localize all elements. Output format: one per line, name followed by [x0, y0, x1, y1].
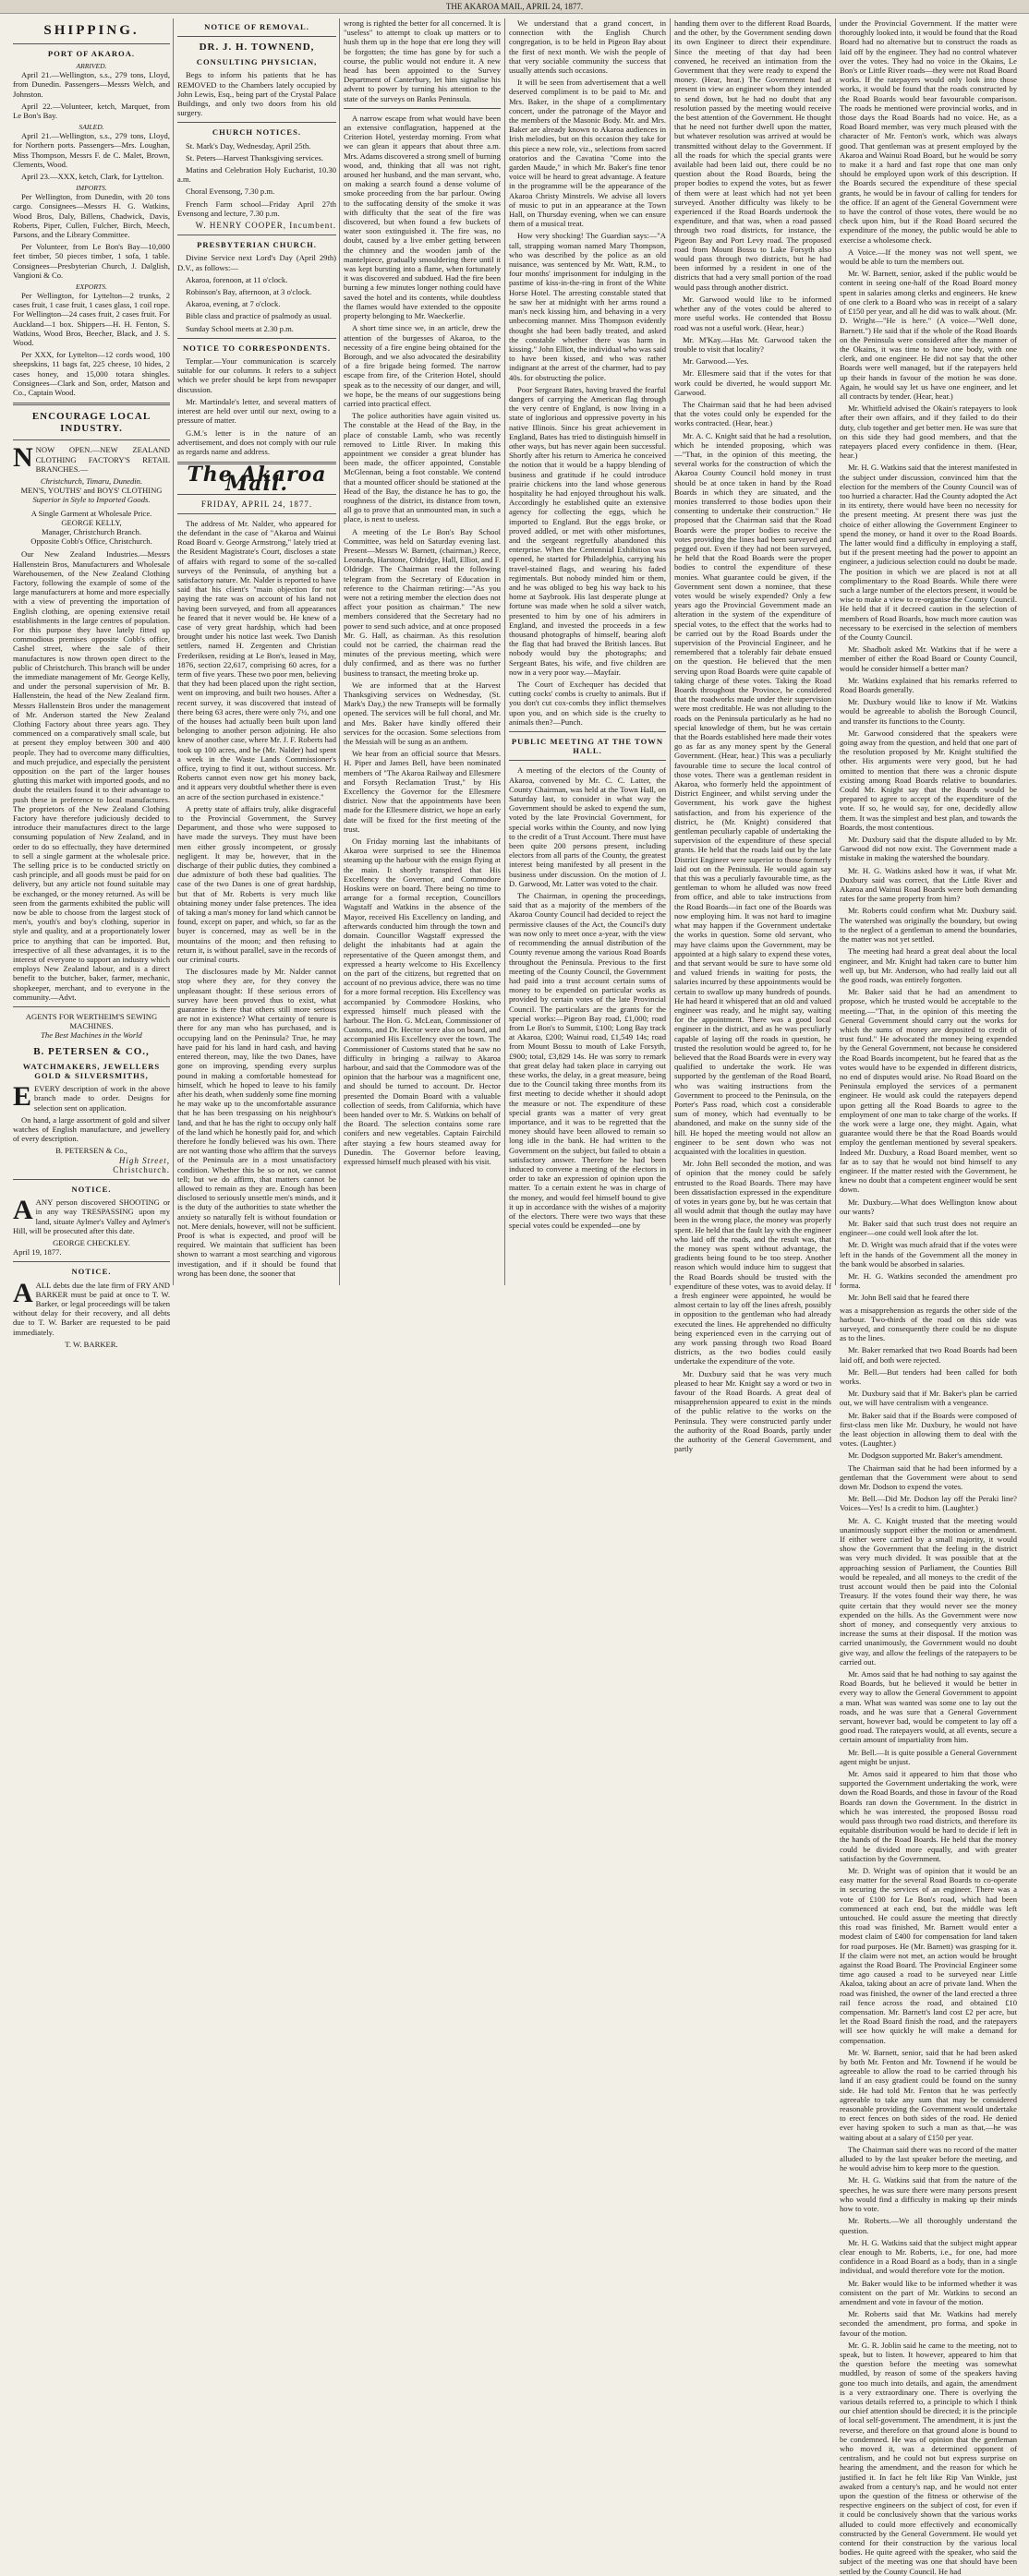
meeting-paragraph: Mr. H. G. Watkins asked how it was, if what Mr. Duxbury said was correct, that the Little River and Akaroa and Wainui Road Boards were both demanding rates for the same property from him?: [840, 865, 1017, 904]
meeting-paragraph: Mr. Baker remarked that two Road Boards had been laid off, and both were rejected.: [840, 1345, 1017, 1365]
meeting-paragraph: was a misapprehension as regards the other side of the harbour. Two-thirds of the road on this side was surveyed, and consequently there could be no dispute as to the lines.: [840, 1305, 1017, 1343]
notice-heading: NOTICE.: [71, 1184, 112, 1194]
exports-heading: EXPORTS.: [76, 283, 107, 292]
petersen-address-2: Christchurch.: [113, 1164, 170, 1174]
meeting-paragraph: Mr. H. G. Watkins said that the interest manifested in the subject under discussion, convinced him that the election for the members of the County Council was of too hurried a character. Had the County adopted the Act in its entirety, there would have been no necessity for the present meeting. At present there was just the choice of either allowing the Government Engineer to spend the money, or hand it over to the Road Boards. The latter would find a difficulty in employing a staff, but if the present meeting had the power to appoint an engineer, a judicious selection could no doubt be made. The position in which we are placed is not at all complimentary to the Road Boards. While there were such a large number of the electors present, it would be wise to make a view to re-organise the County Council. He held that if it decreed caution in the selection of members of Road Boards, how much more caution was necessary to be exercised in the selection of members of the County Council.: [840, 463, 1017, 642]
meeting-paragraph: handing them over to the different Road Boards, and the other, by the Government sending down its own Engineer to direct their expenditure. Since the meeting of that day had been convened, he received an intimation from the Government that they were ready to expend the money. (Hear, hear.) The Government had at present in view an engineer whom they intended to send down, but he had no doubt that any resolution passed by the meeting would receive the best attention of the Government. He thought that he need not further dwell upon the matter, but whatever resolution was arrived at would be transmitted without delay to the Government. If all the roads for which the special grants were available had been laid out, there could be no question about the Road Boards, being the proper bodies to expend the votes, but as fewer of them were at least which had not yet been surveyed. Another difficulty was likely to be experienced if the Road Boards undertook the expenditure, and that was, when a road passed through two road districts, for instance, the Pigeon Bay and Port Levy road. The proposed road from Mount Bossu to Lake Forsyth also would pass through two districts, but he had been informed by a resident in one of the districts that had a very small portion of the road would pass through another district.: [674, 18, 831, 292]
news-paragraph: On Friday morning last the inhabitants of Akaroa were surprised to see the Hinemoa steaming up the harbour with the ensign flying at the main. It shortly transpired that His Excellency the Governor, and Commodore Hoskins were on board. There being no time to arrange for a formal reception, Councillors Wagstaff and Watkins in the absence of the Mayor, received His Excellency on landing, and afterwards conducted him through the town and domain. Councillor Wagstaff expressed the delight the inhabitants had at again the representative of the Queen amongst them, and expressed a hearty welcome to His Excellency on the part of the citizens, but regretted that on account of no previous advice, there was no time for a more formal reception. His Excellency was accompanied by Commodore Hoskins, who expressed himself much pleased with the harbour. The Hon. G. McLean, Commissioner of Customs, and Dr. Hector were also on board, and accompanied His Excellency over the town. The Commissioner of Customs stated that he saw no difficulty in bringing a railway to Akaroa harbour, and said that the Commodore was of the opinion that the harbour was a magnificent one, and should be turned to account. Dr. Hector presented the Domain Board with a valuable collection of seeds, from California, which have been handed over to Mr. S. Watkins on behalf of the Board. The selection contains some rare conifers and new vegetables. Captain Fairchild after staying a few hours steamed away for Dunedin. The Governor before leaving, expressed himself much pleased with his visit.: [344, 837, 501, 1166]
arrived-heading: ARRIVED.: [76, 62, 107, 71]
clothing-ad-garment: A Single Garment at Wholesale Price.: [30, 508, 152, 518]
news-paragraph: The police authorities have again visited us. The constable at the Head of the Bay, in the place of constable Lamb, who was recently removed to Little River. In making this appointment we consider a great blunder has been made, the officer appointed, Constable McGlennan, being a foot constable. We contend that a mounted officer should be stationed at the Head of the Bay, the distance he has to go, the roughness of the district, its distance from town, all go to prove that an unmounted man, in such a place, is next to useless.: [344, 411, 501, 524]
meeting-paragraph: Mr. Shadbolt asked Mr. Watkins that if he were a member of either the Road Board or County Council, would he consider himself a better man?: [840, 644, 1017, 673]
meeting-paragraph: Mr. Garwood would like to be informed whether any of the votes could be altered to more useful works. He contended that Bossu road was not a useful work. (Hear, hear.): [674, 294, 831, 332]
masthead: The Akaroa Mail.: [187, 463, 327, 497]
divider: [177, 36, 336, 37]
divider: [13, 439, 170, 440]
divider: [177, 338, 336, 339]
presbyterian-line: Akaroa, forenoon, at 11 o'clock.: [186, 274, 288, 284]
meeting-paragraph: Mr. Duxbury said that he was very much pleased to hear Mr. Knight say a word or two in favour of the Road Boards. A great deal of misapprehension appeared to exist in the minds of the public relative to the works on the Peninsula. They were constructed partly under the authority of the Road Boards, partly under the authority of the General Government, and partly: [674, 1368, 831, 1454]
meeting-paragraph: Mr. H. G. Watkins said that from the nature of the speeches, he was sure there were many persons present who would find a difficulty in making up their minds how to vote.: [840, 2175, 1017, 2214]
arrival-entry: April 21.—Wellington, s.s., 279 tons, Lloyd, from Dunedin. Passengers—Messrs Welch, and Johnston.: [13, 70, 170, 99]
import-entry: Per Wellington, from Dunedin, with 20 tons cargo. Consignees—Messrs H. G. Watkins, Wood Bros, Daly, Billens, Chadwick, Davis, Roberts, Piper, Cullen, Fulcher, Birch, Meech, Parsons, and the Library Committee.: [13, 192, 170, 240]
news-paragraph: The Court of Exchequer has decided that cutting cocks' combs is cruelty to animals. But if you don't cut cox-combs they inflict themselves upon you, and on which side is the cruelty to animals then?—Punch.: [509, 680, 666, 727]
dropcap-a: A: [13, 1195, 33, 1226]
church-line: St. Peters—Harvest Thanksgiving services.: [186, 152, 324, 163]
column-rule: [835, 18, 836, 1285]
news-paragraph: We are informed that at the Harvest Thanksgiving services on Wednesday, (St. Mark's Day,) the new Transepts will be formally opened. The services will be full choral, and Mr. and Mrs. Baker have kindly offered their services for the occasion. Some selections from the Messiah will be sung as an anthem.: [344, 680, 501, 747]
column-rule: [173, 18, 174, 1285]
shipping-heading: SHIPPING.: [43, 23, 139, 38]
meeting-paragraph: Mr. Amos said that he had nothing to say against the Road Boards, but he believed it would be better in every way to allow the General Government to appoint a man. What was wanted was some one to lay out the roads, and he was sure that a General Government servant, however bad, would be competent to lay off a good road. The ratepayers would, at all events, secure a certain amount of impartiality from him.: [840, 1668, 1017, 1745]
news-paragraph: A narrow escape from what would have been an extensive conflagration, happened at the Criterion Hotel, yesterday morning. From what we can glean it appears that about three a.m. Mrs. Adams discovered a strong smell of burning wood, and, thinking that all was not right, aroused her husband, and the man servant, who, on making a search found a dense volume of smoke proceeding from the bar parlour. Owing to the suffocating density of the smoke it was with difficulty that the seat of the fire was discovered, but when found a few buckets of water soon extinguished it. The fire was, no doubt, caused by a live ember getting between the chimney and the wooden jamb of the mantelpiece, gradually smouldering there until it was kept bursting into a flame, when fortunately it was discovered and subdued. Had the fire been burning a few minutes longer nothing could have saved the hotel and its contents, while doubtless the flames would have extended to the opposite property belonging to Mr. Waeckerlie.: [344, 113, 501, 321]
divider: [177, 122, 336, 123]
meeting-paragraph: Mr. Duxbury would like to know if Mr. Watkins would be agreeable to abolish the Borough Council, and transfer its functions to the County.: [840, 697, 1017, 726]
petersen-sign: B. PETERSEN & Co.,: [55, 1146, 127, 1156]
divider: [344, 108, 501, 109]
export-entry: Per Wellington, for Lyttelton—2 trunks, 2 cases fruit, 1 case fruit, 1 cases glass, 1 coil rope. For Wellington—24 cases fruit, 2 cases fruit. For Auckland—1 box. Shippers—H. H. Fenton, S. Watkins, Wood Bros, Beecher, Black, and J. S. Wood.: [13, 291, 170, 348]
column-1: [13, 18, 170, 1349]
petersen-subheading: WATCHMAKERS, JEWELLERS GOLD & SILVERSMITHS,: [22, 1061, 161, 1080]
divider: [177, 513, 336, 514]
column-6: [840, 18, 1017, 2576]
meeting-paragraph: under the Provincial Government. If the matter were thoroughly looked into, it would be found that the Road Board had no alternative but to construct the roads as laid off by the engineer. They had no control whatever over the votes. They had no voice in the Okains, Le Bon's or Little River roads—they were not Road Board works. If the ratepayers would only look into those works, it would be found that the roads constructed by the Road Boards would bear favourable comparison. The roads he mentioned were provincial works, and in those days the Road Boards had no voice. He, as a Road Board member, was very much pleased with the character of Mr. Fenton's work, which was always good. That gentleman was at present employed by the Akaroa and Wainui Road Board, but he would be sorry to make it a hard and fast rope that one man only should be employed upon work of this description. If the Boards secured the expenditure of these special grants, he would be in favour of calling for tenders for the office. If an agent of the General Government were to have the control of those votes, there would be no check upon him, but if the Road Board secured the expenditure of the money, the public would be able to exercise a wholesome check.: [840, 18, 1017, 245]
debts-notice-sign: T. W. BARKER.: [65, 1339, 118, 1349]
meeting-paragraph: Mr. Dodgson supported Mr. Baker's amendment.: [848, 1451, 1003, 1461]
sailed-heading: SAILED.: [79, 123, 104, 132]
meeting-paragraph: Mr. Watkins explained that his remarks referred to Road Boards generally.: [840, 675, 1017, 695]
meeting-paragraph: Mr. W. Barnett, senior, said that he had been asked by both Mr. Fenton and Mr. Townend if he would be agreeable to allow the road to be carried through his land if an easy gradient could be found on the sunny side. He had told Mr. Fenton that he was perfectly agreeable to take any sum that may be considered reasonable providing the Government would undertake to erect fences on both sides of the road. He denied ever having spoken to such a man as that,—he was waiting about at a salary of £150 per year.: [840, 2047, 1017, 2142]
leader-paragraph: The address of Mr. Nalder, who appeared for the defendant in the case of "Akaroa and Wainui Road Board v. George Armstrong," lately tried at the Resident Magistrate's Court, discloses a state of affairs with regard to some of the so-called surveys of the Peninsula, of anything but a satisfactory nature. Mr. Nalder is reported to have said that his client's "main objection for not paying the rate was on account of his land not having been surveyed, and from all appearances he feared that it never would be. He knew of a case of very great hardship, which had been brought under his notice last week. Two Danish settlers, named H. Zergenten and Christian Frederiksen, residing at Le Bon's, leased in May, 1876, section 22,617, comprising 60 acres, for a term of five years. These two poor men, believing that they had been placed upon the right section, went on improving, and built two houses. After a recent survey, it was discovered that instead of there being 63 acres, there were only 7½, and one of the houses had actually been built upon land belonging to another person adjoining. He also knew of another case, where Mr. J. F. Roberts had took up 100 acres, and he (Mr. Nalder) had spent a week in the Waste Lands Commissioner's office, trying to find it out, without success. Mr. Roberts cannot even now get his money back, and it appears very doubtful whether there is even an acre of the section purchased in existence.": [177, 518, 336, 801]
column-3: [344, 18, 501, 1285]
presbyterian-line: Robinson's Bay, afternoon, at 3 o'clock.: [186, 287, 312, 297]
meeting-paragraph: Mr. D. Wright was of opinion that it would be an easy matter for the several Road Boards to co-operate in securing the services of an engineer. There was a vote of £100 for Le Bon's road, which had been commenced at each end, but the middle was left untouched. He could assure the meeting that directly this road was finished, Mr. Barnett would enter a modest claim of £400 for compensation for land taken for road purposes. He (Mr. Barnett) was grasping for it. If the claim were not met, an action would be brought against the Road Board. The Provincial Engineer some time ago caused a road to be surveyed near Little Akaloa, taking about an acre of private land. When the road was finished, the owner of the land erected a three rail fence across the road, and obtained £10 compensation. Mr. Barnett's land cost £2 per acre, but let the Road Board finish the road, and the ratepayers will see how quickly he will make a demand for compensation.: [840, 1865, 1017, 2045]
meeting-paragraph: Mr. Amos said it appeared to him that those who supported the Government undertaking the work, were down the Road Boards, and those in favour of the Road Boards ran down the Government. In the district in which he was interested, the proposed Bossu road would pass through two road districts, and therefore its equitable distribution would be hard to decide if left in the hands of the Road Boards. He held that the money could be divided more equally, and with greater satisfaction by the Government.: [840, 1768, 1017, 1863]
presbyterian-line: Akaroa, evening, at 7 o'clock.: [186, 299, 281, 309]
dropcap-e: E: [13, 1081, 32, 1113]
meeting-paragraph: A Voice.—If the money was not well spent, we would be able to turn the members out.: [840, 247, 1017, 267]
trespass-notice-sign: GEORGE CHECKLEY.: [53, 1237, 130, 1247]
meeting-paragraph: Mr. Ellesmere said that if the votes for that work could be diverted, he would support Mr. Garwood.: [674, 368, 831, 397]
petersen-address-1: High Street,: [118, 1155, 170, 1165]
divider: [13, 1179, 170, 1180]
removal-heading: NOTICE OF REMOVAL.: [204, 22, 309, 31]
church-line: Choral Evensong, 7.30 p.m.: [186, 187, 275, 197]
dropcap-n: N: [13, 442, 33, 474]
dropcap-a: A: [13, 1277, 33, 1308]
meeting-paragraph: Mr. A. C. Knight said that he had a resolution, which he intended proposing, which was—"That, in the opinion of this meeting, the several works for the construction of which the Akaroa County Council hold money in trust should be at once taken in hand by the Road Boards in which they are situated, and the monies transferred to those bodies upon their consenting to undertake their construction." He proposed that the Chairman said that the Road Boards were the proper bodies to receive the votes providing the lines had been surveyed and pegged out. Even if they had not been surveyed, he held that the Road Boards were the proper bodies to control the expenditure of these monies. What guarantee could be given, if the Government sent down a nominee, that these votes would be wisely expended? Only a few years ago the Provincial Government made an alteration in the system of the expenditure of special votes, to the effect that the works had to be carried out by the Road Boards under the supervision of the Provincial Engineer, and he remembered that a tolerably fair debate ensued on the question. He believed that the men serving upon Road Boards were quite capable of taking charge of these votes. Taking the Road Boards throughout the Province, he considered that the roadworks made under their supervision were most creditable. He was not alluding to the roads on the Peninsula particularly as he had no special knowledge of them, but he was certain that the Boards established here made their votes go as far as any money spent by the General Government. (Hear, hear.) This was a peculiarly favourable time to secure the local control of those votes. There was a gentleman resident in Akaroa, who formerly held the appointment of District Engineer, and whilst serving under the Government, his work gave the highest satisfaction, and from his experience of the district, he (Mr. Knight) considered that gentleman peculiarly capable of undertaking the supervision of the expenditure of these special grants. He held that the roads laid out by the late District Engineer were superior to those formerly laid out on the Peninsula. He would again say that this was a peculiarly favourable time, as the gentleman to whom he alluded was now freed from office, and able to take instructions from the Road Boards—in fact one of the Boards was now employing him. It was not hard to imagine what may happen if the Government undertake the works in question. Some old servant, who may have claims upon the Government, may be appointed at a high salary to expend these votes, and that servant would be sure to have some old and valued friends in waiting for posts, the salaries incurred by these appointments would be certain to swallow up many hundreds of pounds. He had heard it whispered that an old and valued engineer was ready, and he might say, waiting for the appointment. There was a good local engineer in the district, and as he was peculiarly capable of laying off the roads in question, he trusted the resolution would be agreed to, for he believed that the Road Boards were in every way qualified to undertake the work. He was supported by the gentleman of the Road Board, who was waiting instructions from the Government to proceed to the Peninsula, on the Porter's Pass road, which cost a considerable sum of money, which had eventually to be abandoned, and make on the sunny side of the hill. He hoped the meeting would not allow an engineer to be sent down who was not acquainted with the localities in question.: [674, 430, 831, 1156]
meeting-paragraph: The Chairman, in opening the proceedings, said that as a majority of the members of the Akaroa County Council had decided to reject the permissive clauses of the Act, the Council's duty was now only to meet once a-year, with the view of recommending the annual distribution of the County revenue among the various Road Boards throughout the Peninsula. Previous to the first meeting of the County Council, the Government had paid into a trust account certain sums of money to be expended on particular works as provided by certain votes of the late Provincial Council. The particulars are the grants for the special works:—Pigeon Bay road, £1,000; road from Le Bon's to Summit, £100; Long Bay track at Akaroa, £200; Wainui road, £1,549 14s; road from Mount Bossu to mouth of Lake Forsyth, £900; total, £3,829 14s. He was sorry to remark that great delay had taken place in carrying out these works, the delay, in a great measure, being due to the Council taking three months from its first meeting to decide whether it should adopt the measure or not. The expenditure of these special grants was a matter of very great importance, and it was to be regretted that the money should have been allowed to remain so long idle in the bank. He had written to the Government on the subject, but failed to obtain a satisfactory answer. Therefore he had been induced to convene a meeting of the electors in order to take an expression of opinion upon the matter. To a certain extent he was in charge of the money, and would feel himself bound to give it up in accordance with the wishes of a majority of the electors. There were two ways that these special votes could be expended—one by: [509, 891, 666, 1231]
imports-heading: IMPORTS.: [76, 184, 107, 193]
column-rule: [504, 18, 505, 1285]
trespass-notice-body: AANY person discovered SHOOTING or in any way TRESPASSING upon my land, situate Aylmer's Valley and Aylmer's Hill, will be prosecuted after this date.: [13, 1195, 170, 1235]
news-paragraph: Poor Sergeant Bates, having braved the fearful dangers of carrying the American flag through the very centre of England, is now living in a state of inglorious and oppressive poverty in his native Illinois. Since his great achievement in England, Bates has tried to distinguish himself in other ways, but has never again been successful. Shortly after his return to America he conceived the notion that it would be a happy blending of business and gratitude if he could introduce prairie chickens into the land whose generous hospitality he had enjoyed throughout his walk. Accordingly he established quite an extensive agency for collecting the eggs, which he imported to England. But the eggs broke, or proved addled, or met with other misfortunes, and the sergeant regretfully abandoned this enterprise. When the Centennial Exhibition was opened, he started for Philadelphia, carrying his travel-stained flags, and wearing his faded regimentals. But nobody minded him or them, and he was obliged to beg his way back to his home at Saybrook. His last desperate plunge at fortune was made when he sold a silver watch, presented to him by one of his admirers in England, and invested the proceeds in a few thousand photographs of himself, bearing aloft the flag that had braved the British lances. But nobody would buy the photographs; and Sergeant Bates, his wife, and five children are now in a very poor way.—Mayfair.: [509, 384, 666, 677]
port-heading: PORT OF AKAROA.: [47, 49, 136, 58]
meeting-paragraph: Mr. Roberts.—We all thoroughly understand the question.: [840, 2216, 1017, 2235]
petersen-body-2: On hand, a large assortment of gold and silver watches of English manufacture, and jewellery of every description.: [13, 1114, 170, 1144]
news-paragraph: We understand that a grand concert, in connection with the English Church congregation, is to be held in Pigeon Bay about the first of next month. We wish the people of that very sociable community the success that usually attends such occasions.: [509, 18, 666, 76]
leader-paragraph: A pretty state of affairs truly, alike disgraceful to the Provincial Government, the Survey Department, and those who were supposed to have made the surveys. They must have been men either grossly incompetent, or grossly negligent. It may be, however, that in the discharge of their public duties, they combined a due admixture of both these bad qualities. The case of the two Danes is one of great hardship, but that of Mr. Roberts is very much like obtaining money under false pretences. The idea of taking a man's money for land which cannot be found, except on paper, and which, so far as the buyer is concerned, may as well be in the mountains of the moon; and then refusing to return it, is without parallel, save in the records of our criminal courts.: [177, 803, 336, 965]
meeting-paragraph: Mr. A. C. Knight trusted that the meeting would unanimously support either the motion or amendment. If either were carried by a small majority, it would show the Government that the feeling in the district was very much divided. It was possible that at the approaching session of Parliament, the Counties Bill would be repealed, and all moneys to the credit of the trust account would then be paid into the Colonial Treasury. If the votes found their way there, he was quite certain that they would never see the money expended on the hills. As the Government were now short of money, and consequently very anxious to increase the sums at their disposal. If the motion was carried unanimously, the Government would no doubt give way, and allow the feelings of the ratepayers to be carried out.: [840, 1515, 1017, 1667]
sailing-entry: April 21.—Wellington, s.s., 279 tons, Lloyd, for Northern ports. Passengers—Mrs. Loughan, Miss Thompson, Messrs F. de C. Malet, Brown, Clements, Wood.: [13, 131, 170, 169]
clothing-ad-opposite: Opposite Cobb's Office, Christchurch.: [30, 536, 152, 547]
agents-line-1: AGENTS FOR WERTHEIM'S SEWING MACHINES.: [25, 1012, 158, 1031]
notice-heading: NOTICE.: [71, 1267, 112, 1277]
meeting-paragraph: Mr. D. Wright was much afraid that if the votes were left in the hands of the Government all the money in the bank would be absorbed in salaries.: [840, 1240, 1017, 1269]
correspondents-note: G.M.'s letter is in the nature of an advertisement, and does not comply with our rule as regards name and address.: [177, 427, 336, 456]
meeting-paragraph: Mr. Baker said that if the Boards were composed of first-class men like Mr. Duxbury, he would not have the least objection in allowing them to deal with the votes. (Laughter.): [840, 1410, 1017, 1449]
meeting-paragraph: Mr. Whitfield advised the Okain's ratepayers to look after their own affairs, and if they failed to do their duty, club together and get better men. He was sure that on this side they had good members, and that the ratepayers placed every confidence in them. (Hear, hear.): [840, 403, 1017, 461]
presbyterian-line: Bible class and practice of psalmody as usual.: [186, 311, 332, 321]
column-rule: [339, 18, 340, 1285]
page-header-strip: THE AKAROA MAIL, APRIL 24, 1877.: [0, 0, 1029, 14]
dateline: FRIDAY, APRIL 24, 1877.: [200, 499, 313, 509]
clothing-ad-superior: Superior in Style to Imported Goods.: [32, 495, 151, 505]
petersen-heading: B. PETERSEN & CO.,: [33, 1045, 150, 1057]
news-paragraph: A short time since we, in an article, drew the attention of the burgesses of Akaroa, to the necessity of a fire engine being obtained for the Borough, and we also advocated the desirability of a fire brigade being formed. The narrow escape from fire, of the Criterion Hotel, should speak as to the necessity of our danger, and will, we hope, be the means of our suggestions being carried into practical effect.: [344, 323, 501, 408]
news-paragraph: We hear from an official source that Messrs. H. Piper and James Bell, have been nominated members of "The Akaroa Railway and Ellesmere and Forsyth Reclamation Trust," by His Excellency the Governor for the Ellesmere district. Now that the appointments have been made for the Ellesmere district, we hope an early date will be fixed for the first meeting of the trust.: [344, 749, 501, 834]
presbyterian-line: Divine Service next Lord's Day (April 29th) D.V., as follows:—: [177, 253, 336, 272]
column-5: [674, 18, 831, 1454]
church-line: Matins and Celebration Holy Eucharist, 10.30 a.m.: [177, 165, 336, 185]
meeting-paragraph: Mr. Roberts could confirm what Mr. Duxbury said. The watershed was originally the boundary, but owing to the neglect of a gentleman to amend the boundaries, the matter was not yet settled.: [840, 906, 1017, 945]
townend-title: CONSULTING PHYSICIAN,: [196, 57, 318, 67]
clothing-ad-mens: MEN'S, YOUTHS' and BOYS' CLOTHING: [20, 486, 163, 496]
debts-notice-body: AALL debts due the late firm of FRY AND BARKER must be paid at once to T. W. Barker, or legal proceedings will be taken without delay for their recovery, and all debts due to T. W. Barker are requested to be paid immediately.: [13, 1277, 170, 1337]
divider: [13, 43, 170, 44]
meeting-paragraph: Mr. H. G. Watkins seconded the amendment pro forma.: [840, 1271, 1017, 1291]
townend-body: Begs to inform his patients that he has REMOVED to the Chambers lately occupied by John Lewis, Esq., being part of the Crystal Palace Buildings, and only two doors from his old surgery.: [177, 70, 336, 118]
meeting-paragraph: Mr. Bell.—Did Mr. Dodson lay off the Peraki line? Voices—Yes! Is a credit to him. (Laughter.): [840, 1494, 1017, 1513]
meeting-paragraph: Mr. Garwood.—Yes.: [683, 356, 749, 367]
meeting-paragraph: Mr. W. Barnett, senior, asked if the public would be content in seeing one-half of the Road Board money spent in salaries among clerks and engineers. He knew of one clerk to a Board who was in receipt of a salary of £150 per year, and all he did was to walk about. (Mr. D. Wright—"He is here." (A voice—"Well done, Barnett.") He said that if the whole of the Road Boards on the Peninsula were considered after the manner of the Okains, it was time to have one body, with one clerk, and one engineer. He did not say that the other Boards were well managed, but if the ratepayers held up their hands in favour of the motion he was done. Again, he would say let us have one engineer, and let all contracts by tender. (Hear, hear.): [840, 269, 1017, 401]
leader-paragraph: wrong is righted the better for all concerned. It is "useless" to attempt to cloak up matters or to hush them up in the hope that ere long they will be forgotten; the time has gone by for such a course, the public would not endure it. A new head has been appointed to the Survey Department of Canterbury, let him signalise his advent to power by turning his attention to the state of the surveys on Banks Peninsula.: [344, 18, 501, 103]
correspondents-note: Mr. Martindale's letter, and several matters of interest are held over until our next, owing to a pressure of matter.: [177, 396, 336, 426]
church-line: French Farm school—Friday April 27th Evensong and lecture, 7.30 p.m.: [177, 199, 336, 218]
clothing-ad-manager: Manager, Christchurch Branch.: [42, 526, 141, 536]
meeting-paragraph: Mr. Garwood considered that the speakers were going away from the question, and held that one part of the resolution proposed by Mr. Knight stultified the other. His arguments were very good, but he had omitted to mention that there was a chronic dispute existing among Road Boards relative to boundaries. Could Mr. Knight say that the Boards would be prepared to agree to accept of the expenditure of the vote. If so, he would say, for one, decidedly allow them. It was the simplest and best plan, and towards the Boards, the most contentious.: [840, 728, 1017, 832]
correspondents-heading: NOTICE TO CORRESPONDENTS.: [182, 343, 332, 353]
import-entry: Per Volunteer, from Le Bon's Bay—10,000 feet timber, 50 pieces timber, 1 sofa, 1 table. Consignees—Presbyterian Church, J. Dalglish, Vangioni & Co.: [13, 242, 170, 280]
correspondents-note: Templar.—Your communication is scarcely suitable for our columns. It refers to a subject which we prefer should be kept from newspaper discussion.: [177, 356, 336, 394]
presbyterian-heading: PRESBYTERIAN CHURCH.: [197, 240, 317, 250]
industry-heading: ENCOURAGE LOCAL INDUSTRY.: [31, 411, 151, 435]
divider: [509, 731, 666, 732]
column-2: [177, 18, 336, 1285]
meeting-heading: PUBLIC MEETING AT THE TOWN HALL.: [511, 737, 664, 756]
meeting-paragraph: The Chairman said that he had been advised that the votes could only be expended for the works contracted. (Hear, hear.): [674, 399, 831, 428]
trespass-notice-date: April 19, 1877.: [13, 1247, 62, 1258]
divider: [13, 1006, 170, 1007]
clothing-ad-kelly: GEORGE KELLY,: [61, 517, 122, 527]
arrival-entry: April 22.—Volunteer, ketch, Marquet, from Le Bon's Bay.: [13, 101, 170, 121]
news-paragraph: How very shocking! The Guardian says:—"A tall, strapping woman named Mary Thompson, who was described by the police as an old nuisance, was sentenced by Mr. Watt, R.M., to four months' imprisonment for indulging in the pastime of kiss-in-the-ring in front of the White Horse Hotel. The arresting constable stated that he saw her at midnight with her arms round a man's neck kissing him, and behaving in a very unbecoming manner. Miss Thompson evidently thought she had been badly treated, and asked the constable whether there was harm in kissing." John Elliot, the individual who was said to have been kissed, and who was rather indignant at the arrest of the charmer, had to pay 40s. for obstructing the police.: [509, 231, 666, 382]
meeting-paragraph: Mr. Baker said that he had an amendment to propose, which he trusted would be acceptable to the meeting.—"That, in the opinion of this meeting the General Government should carry out the works for which the sums of money are deposited to credit of trust fund." He advocated the money being expended by the General Government, not because he considered the Road Boards incompetent, but he feared that as the votes would have to be expended in different districts, no end of disputes would arise. No Road Board on the Peninsula employed the services of a permanent engineer. He would ask could the ratepayers depend upon getting all the Road Boards to agree to the employment of one man to take charge of the works. If the work were a large one, they might. Again, what guarantee would there be that the Road Boards would employ the gentleman mentioned by several speakers. Indeed Mr. Duxbury, a Road Board member, went so far as to say that he would not bind himself to any engineer. If the matter rested with the Government, he knew no doubt that a competent engineer would be sent down.: [840, 987, 1017, 1195]
meeting-paragraph: Mr. John Bell seconded the motion, and was of opinion that the money could be safely entrusted to the Road Boards. There may have been dissatisfaction expressed in the expenditure of votes in years gone by, but he was certain that all would admit that though the outlay may have been in the wrong place, the money was properly spent. He held that the fault lay with the engineer who laid off the roads, and the result was, that the money was spent without advantage, the gradients being found to be too steep. Another reason which would induce him to suggest that the Road Boards should be trusted with the expenditure of these votes, was to avoid delay. If a fresh engineer were appointed, he would be almost certain to lay off the lines afresh, possibly in opposition to the gentleman who had already executed the lines. He apprehended no difficulty being experienced even in the carrying out of any work passing through two Road Board districts, as the two bodies could easily undertake the expenditure of the vote.: [674, 1159, 831, 1366]
divider: [13, 1261, 170, 1262]
meeting-paragraph: The Chairman said there was no record of the matter alluded to by the last speaker before the meeting, and he would advise him to keep more to the question.: [840, 2144, 1017, 2173]
export-entry: Per XXX, for Lyttelton—12 cords wood, 100 sheepskins, 11 bags fat, 225 cheese, 10 hides, 2 cases honey, and 15,000 totara shingles. Consignees—Clark and Son, order, Matson and Co., Captain Wood.: [13, 350, 170, 398]
meeting-paragraph: Mr. Bell.—It is quite possible a General Government agent might be unjust.: [840, 1747, 1017, 1766]
meeting-paragraph: The Chairman said that he had been informed by a gentleman that the Government were about to send down Mr. Dodson to expend the votes.: [840, 1463, 1017, 1492]
meeting-paragraph: A meeting of the electors of the County of Akaroa, convened by Mr. C. C. Latter, the County Chairman, was held at the Town Hall, on Saturday last, to consider in what way the Government should be asked to expend the sum, voted by the late Provincial Government, for special works within the County, and now lying to the credit of a Trust Account. There must have been quite 200 persons present, including electors from all parts of the County, the greatest interest being manifested by all present in the business under discussion. On the motion of J. D. Garwood, Mr. Latter was voted to the chair.: [509, 765, 666, 888]
meeting-paragraph: Mr. Duxbury said that the dispute alluded to by Mr. Garwood did not now exist. The Government made a mistake in making the watershed the boundary.: [840, 835, 1017, 863]
meeting-paragraph: Mr. Duxbury.—What does Wellington know about our wants?: [840, 1197, 1017, 1216]
meeting-paragraph: Mr. John Bell said that he feared there: [848, 1293, 970, 1303]
meeting-paragraph: Mr. M'Kay.—Has Mr. Garwood taken the trouble to visit that locality?: [674, 334, 831, 354]
news-paragraph: A meeting of the Le Bon's Bay School Committee, was held on Saturday evening last. Present—Messrs W. Barnett, (chairman,) Reece, Leonards, Harstone, Oldridge, Hall, Elliot, and F. Oldridge. The Chairman read the following telegram from the Secretary of Education in reference to the Chairman retiring:—"As you were not a retiring member the election does not affect your position as chairman." The new members considered that the Secretary had no power to send such advice, and at once proposed Mr. G. Hall, as chairman. As this resolution could not be carried, the chairman read the minutes of the previous meeting, which were duly confirmed, and as there was no further business to transact, the meeting broke up.: [344, 526, 501, 678]
meeting-paragraph: Mr. Roberts said that Mr. Watkins had merely seconded the amendment, pro forma, and spoke in favour of the motion.: [840, 2309, 1017, 2338]
meeting-paragraph: Mr. H. G. Watkins said that the subject might appear clear enough to Mr. Roberts, i.e., for one, had more confidence in a Road Board as a body, than in a single individual, and would therefore vote for the motion.: [840, 2237, 1017, 2276]
meeting-paragraph: Mr. Baker said that such trust does not require an engineer—one could well look after the lot.: [840, 1218, 1017, 1238]
church-heading: CHURCH NOTICES.: [212, 127, 302, 138]
column-4: [509, 18, 666, 1285]
clothing-ad-lead: NNOW OPEN.—NEW ZEALAND CLOTHING FACTORY'S RETAIL BRANCHES.—: [13, 442, 170, 474]
meeting-paragraph: Mr. Baker would like to be informed whether it was consistent on the part of Mr. Watkins to second an amendment and vote in favour of the motion.: [840, 2278, 1017, 2306]
townend-name: DR. J. H. TOWNEND,: [199, 42, 315, 54]
clothing-ad-body: Our New Zealand Industries.—Messrs Hallenstein Bros, Manufacturers and Wholesale Warehousemen, of the New Zealand Clothing Factory, following the example of some of the large manufacturers at home and more especially with a view of preventing the importation of English clothing, are opening extensive retail establishments in the large centres of population. For this purpose they have lately fitted up commodious premises opposite Cobb's office, Cashel street, where the sale of their manufactures is now thrown open direct to the public of Christchurch. This branch will be under the immediate management of Mr. George Kelly, and under the personal supervision of Mr. B. Hallenstein, the head of the New Zealand firm. Messrs Hallenstein Bros under the management of Mr. Anderson started the New Zealand Clothing Factory about three years ago. They commenced on a comparatively small scale, but at present they employ between 300 and 400 people. They had to overcome many difficulties, and much prejudice, and especially the persistent opposition on the part of the larger houses glutting this market with imported goods, and no doubt the retailers found it to their advantage to push these in preference to local manufactures. The proprietors of the New Zealand Clothing Factory have therefore judiciously decided to introduce their manufactures direct to the large consuming population of New Zealand, and in order to do so effectually, they have determined to sell a single garment at the wholesale price. The selling price is to be conducted strictly on cash principle, and all goods must be paid for on delivery, but any article not found suitable may be exchanged, or the money returned. As will be seen from the garments exhibited the public will now be able to choose from the largest stock of men's, youth's and boy's clothing, superior in style and quality, and at a proportionately lower price to anything that can be imported. But, irrespective of all these advantages, it is to the interest of everyone to support an industry which employs New Zealand labour, and is a direct benefit to the butcher, baker, farmer, mechanic, shopkeeper, merchant, and to everyone in the community.—Advt.: [13, 549, 170, 1002]
meeting-paragraph: Mr. Duxbury said that if Mr. Baker's plan be carried out, we will have centralism with a vengeance.: [840, 1389, 1017, 1408]
meeting-paragraph: Mr. Bell.—But tenders had been called for both works.: [840, 1366, 1017, 1387]
news-paragraph: It will be seen from advertisement that a well deserved compliment is to be paid to Mr. and Mrs. Baker, in the shape of a complimentary concert, under the patronage of the Mayor and the members of the Masonic Body. Mr. and Mrs. Baker are already known to Akaroa audiences in Irish melodies, but on this occasion they take for this piece a new role, viz., selections from sacred oratorios and the Cavatina "Come into the garden Maude," in which Mr. Baker's fine tenor voice will be heard to great advantage. A feature in the programme will be the appearance of the Akaroa Christy Minstrels. We advise all lovers of music to put in an appearance at the Town Hall, on Thursday evening, when we can ensure them of a musical treat.: [509, 78, 666, 229]
presbyterian-line: Sunday School meets at 2.30 p.m.: [186, 323, 294, 333]
petersen-body: EEVERY description of work in the above branch made to order. Designs for selection sent on application.: [13, 1081, 170, 1113]
column-rule: [670, 18, 671, 1285]
agents-line-2: The Best Machines in the World: [41, 1030, 142, 1041]
meeting-paragraph: The meeting had heard a great deal about the local engineer, and Mr. Knight had taken care to butter him well up, but Mr. Anderson, who had really laid out all the good roads, was entirely forgotten.: [840, 946, 1017, 984]
leader-paragraph: The disclosures made by Mr. Nalder cannot stop where they are, for they convey the unpleasant thought: If these serious errors of survey have been proved thus to exist, what guarantee is there that others still more serious are not in existence? What certainty of tenure is there for any man who has purchased, and is occupying land on the Peninsula? True, he may have paid for his land in hard cash, and having entered thereon, may, like the two Danes, have gone on improving, spending every surplus pound in making a comfortable homestead for himself, which he hoped to leave to his family after his death, when suddenly some fine morning he may wake up to the uncomfortable assurance that he has been trespassing on his neighbour's land, and that he has the right to occupy only half of the land which he honestly paid for, and which therefore he fondly believed was his own. There are not wanting those who affirm that the surveys of the Peninsula are in a most unsatisfactory condition. Whether this be so or not, we cannot tell; but we do affirm, that matters cannot be allowed to remain as they are. Enough has been disclosed to seriously unsettle men's minds, and it is the duty of the authorities to state whether the anxiety so naturally felt is without foundation or not. Mere denials, however, will not be sufficient. Proof is what is expected, and proof will be required. We maintain that sufficient has been shown to warrant a most searching and vigorous investigation, and if it should be found that wrong has been done, the sooner that: [177, 967, 336, 1278]
sailing-entry: April 23.—XXX, ketch, Clark, for Lyttelton.: [21, 172, 164, 182]
divider: [509, 760, 666, 761]
divider: [13, 403, 170, 405]
clothing-ad-towns: Christchurch, Timaru, Dunedin.: [40, 475, 143, 486]
church-line: St. Mark's Day, Wednesday, April 25th.: [186, 140, 311, 150]
church-sign: W. HENRY COOPER, Incumbent.: [195, 221, 336, 231]
meeting-paragraph: Mr. G. R. Joblin said he came to the meeting, not to speak, but to listen. It however, appeared to him that the question before the meeting was somewhat muddled, by reason of some of the speakers having gone too much into details, and again, the amendment is a very extraordinary one. There is overlying the various details referred to, a principle to which I think our chief attention should be directed; it is the principle of local self-government. The amendment, it is just the reverse, and therefore on that ground alone is bound to be condemned. He was of opinion that the gentleman who moved it, was a determined opponent of centralism, and he could not but express surprise on hearing the amendment, and the reason for which he justified it. In fact he felt like Rip Van Winkle, just awaked from a century's nap, and he would not enter upon the question of the fitness or otherwise of the respective engineers on the subject of cost, for even if it could be conclusively shown that the various works alluded to could more effectively and economically constructed by the General Government. He would yet contend for their construction by the various local bodies. He quite agreed with the speaker, who said the subject of the meeting was one that should have been settled by the County Council. He had: [840, 2340, 1017, 2576]
